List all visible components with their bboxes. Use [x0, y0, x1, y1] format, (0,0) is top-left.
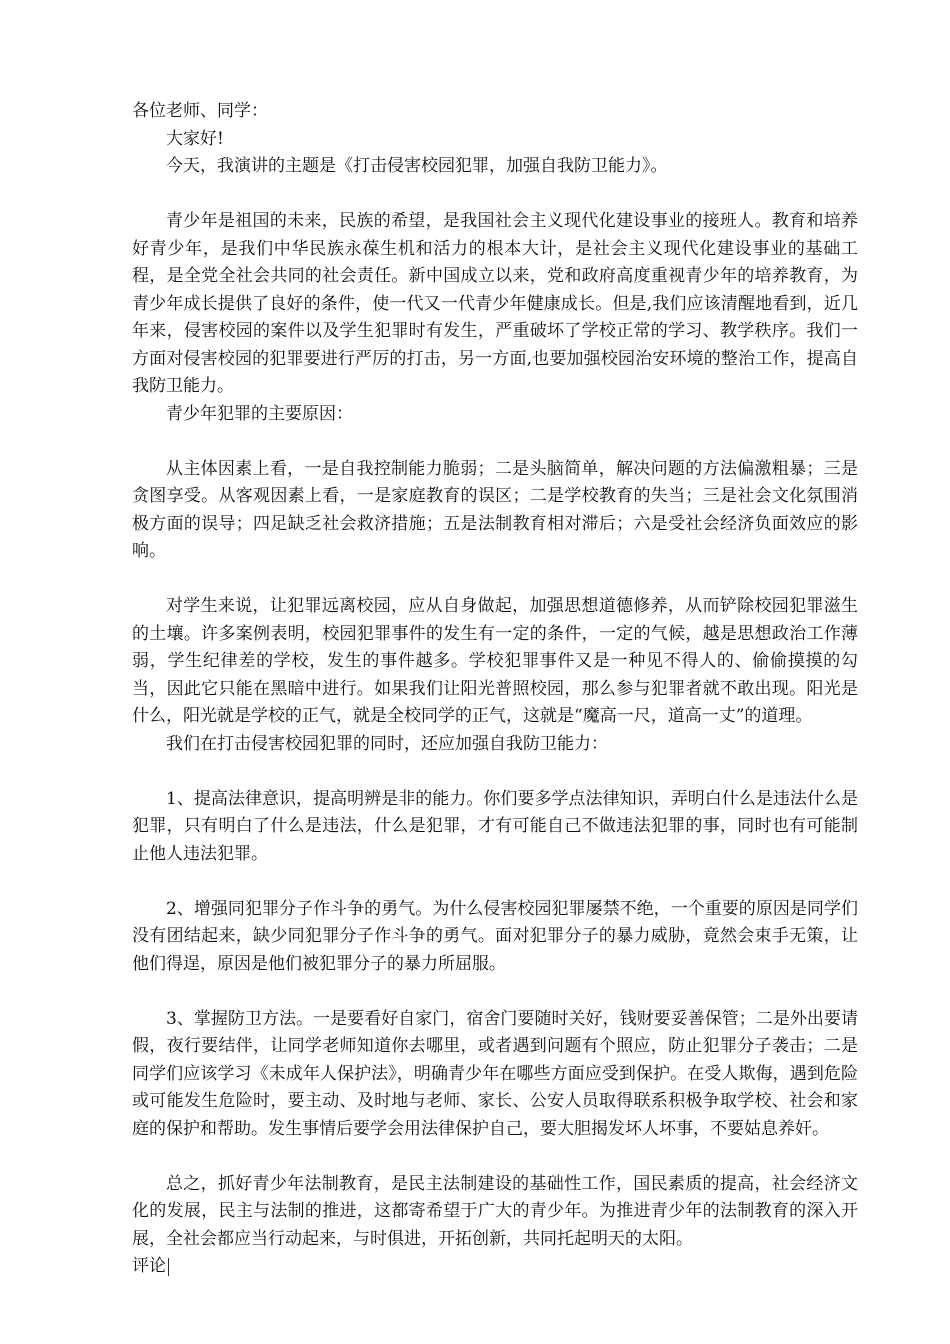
text-cursor — [168, 1258, 169, 1276]
paragraph-conclusion: 总之，抓好青少年法制教育，是民主法制建设的基础性工作，国民素质的提高，社会经济文化的发展，民主与法制的推进，这都寄希望于广大的青少年。为推进青少年的法制教育的深入开展，全社会都应当行动起来，与时俱进，开拓创新，共同托起明天的太阳。 — [132, 1173, 858, 1249]
spacer — [132, 1143, 858, 1171]
paragraph-point-2: 2、增强同犯罪分子作斗争的勇气。为什么侵害校园犯罪屡禁不绝，一个重要的原因是同学们没有团结起来，缺少同犯罪分子作斗争的勇气。面对犯罪分子的暴力威胁，竟然会束手无策，让他们得逞，原因是他们被犯罪分子的暴力所屈服。 — [132, 898, 858, 974]
salutation: 各位老师、同学： — [132, 101, 268, 121]
comment-line[interactable] — [132, 1253, 858, 1281]
paragraph-point-3: 3、掌握防卫方法。一是要看好自家门，宿舍门要随时关好，钱财要妥善保管；二是外出要请假，夜行要结伴，让同学老师知道你去哪里，或者遇到问题有个照应，防止犯罪分子袭击；二是同学们应该学习《未成年人保护法》，明确青少年在哪些方面应受到保护。在受人欺侮，遇到危险或可能发生危险时，要主动、及时地与老师、家长、公安人员取得联系积极争取学校、社会和家庭的保护和帮助。发生事情后要学会用法律保护自己，要大胆揭发坏人坏事，不要姑息养奸。 — [132, 1008, 858, 1139]
paragraph-defense-heading: 我们在打击侵害校园犯罪的同时，还应加强自我防卫能力： — [166, 733, 608, 754]
spacer — [132, 868, 858, 896]
spacer — [132, 566, 858, 594]
comment-label[interactable]: 评论 — [132, 1256, 166, 1276]
spacer — [132, 428, 858, 456]
paragraph-causes: 从主体因素上看，一是自我控制能力脆弱；二是头脑简单，解决问题的方法偏激粗暴；三是贪图享受。从客观因素上看，一是家庭教育的误区；二是学校教育的失当；三是社会文化氛围消极方面的误导；四足缺乏社会救济措施；五是法制教育相对滞后；六是受社会经济负面效应的影响。 — [132, 458, 858, 561]
greeting: 大家好! — [166, 128, 224, 149]
spacer — [132, 181, 858, 209]
speech-topic: 今天，我演讲的主题是《打击侵害校园犯罪，加强自我防卫能力》。 — [166, 156, 668, 176]
paragraph-causes-heading: 青少年犯罪的主要原因： — [166, 403, 353, 424]
paragraph-intro: 青少年是祖国的未来，民族的希望，是我国社会主义现代化建设事业的接班人。教育和培养好青少年，是我们中华民族永葆生机和活力的根本大计，是社会主义现代化建设事业的基础工程，是全党全社会共同的社会责任。新中国成立以来，党和政府高度重视青少年的培养教育，为青少年成长提供了良好的条件，使一代又一代青少年健康成长。但是,我们应该清醒地看到，近几年来，侵害校园的案件以及学生犯罪时有发生，严重破坏了学校正常的学习、教学秩序。我们一方面对侵害校园的犯罪要进行严厉的打击，另一方面,也要加强校园治安环境的整治工作，提高自我防卫能力。 — [132, 211, 858, 396]
paragraph-point-1: 1、提高法律意识，提高明辨是非的能力。你们要多学点法律知识，弄明白什么是违法什么是犯罪，只有明白了什么是违法，什么是犯罪，才有可能自己不做违法犯罪的事，同时也有可能制止他人违法犯罪。 — [132, 788, 858, 864]
paragraph-students: 对学生来说，让犯罪远离校园，应从自身做起，加强思想道德修养，从而铲除校园犯罪滋生的土壤。许多案例表明，校园犯罪事件的发生有一定的条件，一定的气候，越是思想政治工作薄弱，学生纪律差的学校，发生的事件越多。学校犯罪事件又是一种见不得人的、偷偷摸摸的勾当，因此它只能在黑暗中进行。如果我们让阳光普照校园，那么参与犯罪者就不敢出现。阳光是什么，阳光就是学校的正气，就是全校同学的正气，这就是“魔高一尺，道高一丈”的道理。 — [132, 596, 858, 726]
spacer — [132, 758, 858, 786]
spacer — [132, 978, 858, 1006]
speech-document — [132, 98, 858, 1281]
